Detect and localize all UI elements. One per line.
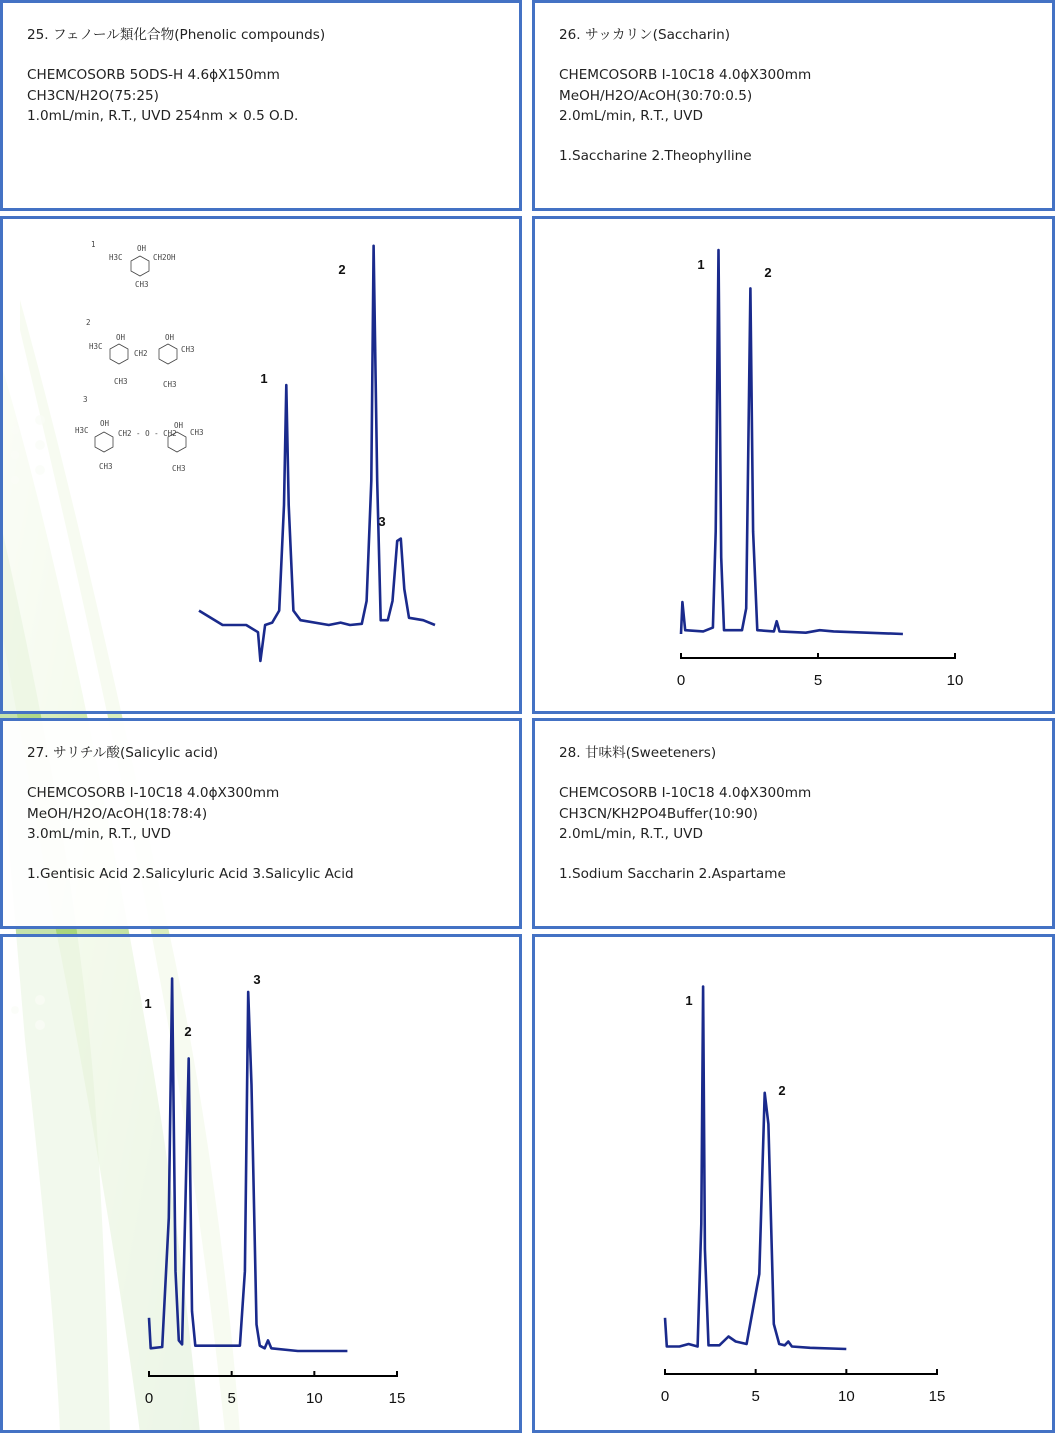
structure-1-h3c: H3C bbox=[109, 253, 123, 262]
peak-label-2: 2 bbox=[778, 1083, 786, 1098]
panel-26-title: 26. サッカリン(Saccharin) bbox=[559, 27, 731, 43]
x-tick-label: 0 bbox=[660, 1388, 670, 1405]
panel-26-peaks: 1.Saccharine 2.Theophylline bbox=[559, 148, 752, 165]
structure-3-h3c: H3C bbox=[75, 426, 89, 435]
x-tick-label: 10 bbox=[305, 1390, 323, 1407]
panel-25-title: 25. フェノール類化合物(Phenolic compounds) bbox=[27, 27, 326, 43]
panel-26-column: CHEMCOSORB I-10C18 4.0ϕX300mm bbox=[559, 67, 812, 84]
panel-27-title: 27. サリチル酸(Salicylic acid) bbox=[27, 745, 219, 761]
chromatogram-25-svg bbox=[3, 219, 519, 711]
structure-2-ch3-b: CH3 bbox=[163, 380, 177, 389]
panel-28-chromatogram bbox=[532, 934, 1055, 1433]
peak-label-2: 2 bbox=[184, 1024, 192, 1039]
structure-2-h3c: H3C bbox=[89, 342, 103, 351]
structure-3-ch3-b: CH3 bbox=[172, 464, 186, 473]
structure-3-ch3-a: CH3 bbox=[99, 462, 113, 471]
chromatogram-26-plot bbox=[677, 250, 964, 689]
chromatogram-25-plot bbox=[199, 246, 435, 661]
panel-28-conditions-text: 2.0mL/min, R.T., UVD bbox=[559, 825, 703, 842]
panel-25-chromatogram bbox=[0, 216, 522, 714]
structures-backdrop bbox=[78, 231, 218, 489]
peak-label-1: 1 bbox=[144, 996, 152, 1011]
structure-2-ch3-a: CH3 bbox=[114, 377, 128, 386]
peak-label-3: 3 bbox=[378, 514, 386, 529]
x-tick-label: 5 bbox=[813, 672, 823, 689]
structure-2-oh-b: OH bbox=[165, 333, 175, 342]
structure-3-number: 3 bbox=[83, 395, 88, 404]
structure-1-oh: OH bbox=[137, 244, 147, 253]
chromatogram-28-plot bbox=[661, 987, 946, 1406]
chromatogram-27-svg bbox=[3, 937, 519, 1430]
x-tick-label: 10 bbox=[946, 672, 964, 689]
panel-28-conditions bbox=[532, 718, 1055, 929]
panel-27-conditions bbox=[0, 718, 522, 929]
panel-27-peaks: 1.Gentisic Acid 2.Salicyluric Acid 3.Salicylic Acid bbox=[27, 866, 354, 883]
chromatogram-28-svg bbox=[535, 937, 1052, 1430]
panel-27-conditions-text: 3.0mL/min, R.T., UVD bbox=[27, 825, 171, 842]
structure-3-oh-a: OH bbox=[100, 419, 110, 428]
chromatogram-trace bbox=[149, 979, 347, 1351]
structure-3-ch3-right: CH3 bbox=[190, 428, 204, 437]
panel-28-title: 28. 甘味料(Sweeteners) bbox=[559, 745, 717, 761]
x-tick-label: 0 bbox=[676, 672, 686, 689]
chromatogram-27-plot bbox=[144, 972, 405, 1407]
panel-25-mobile-phase: CH3CN/H2O(75:25) bbox=[27, 87, 159, 104]
chromatogram-trace bbox=[681, 250, 903, 634]
panel-28-peaks: 1.Sodium Saccharin 2.Aspartame bbox=[559, 866, 786, 883]
panel-26-chromatogram bbox=[532, 216, 1055, 714]
x-tick-label: 15 bbox=[388, 1390, 406, 1407]
panel-28-column: CHEMCOSORB I-10C18 4.0ϕX300mm bbox=[559, 785, 812, 802]
panel-27-chromatogram bbox=[0, 934, 522, 1433]
panel-27-mobile-phase: MeOH/H2O/AcOH(18:78:4) bbox=[27, 805, 208, 822]
x-tick-label: 15 bbox=[928, 1388, 946, 1405]
structure-2-ch2: CH2 bbox=[134, 349, 148, 358]
peak-label-1: 1 bbox=[685, 993, 693, 1008]
structure-1-number: 1 bbox=[91, 240, 96, 249]
panel-28-mobile-phase: CH3CN/KH2PO4Buffer(10:90) bbox=[559, 805, 758, 822]
chromatogram-trace bbox=[665, 987, 846, 1350]
peak-label-2: 2 bbox=[764, 265, 772, 280]
x-tick-label: 5 bbox=[227, 1390, 236, 1407]
panel-25-conditions bbox=[0, 0, 522, 211]
structure-2-number: 2 bbox=[86, 318, 91, 327]
panel-25-conditions-text: 1.0mL/min, R.T., UVD 254nm × 0.5 O.D. bbox=[27, 107, 299, 124]
peak-label-1: 1 bbox=[697, 257, 705, 272]
x-tick-label: 10 bbox=[837, 1388, 855, 1405]
panel-25-column: CHEMCOSORB 5ODS-H 4.6ϕX150mm bbox=[27, 67, 280, 84]
structure-2-ch3-right: CH3 bbox=[181, 345, 195, 354]
panel-26-conditions bbox=[532, 0, 1055, 211]
structure-3-bridge: CH2 - O - CH2 bbox=[118, 429, 177, 438]
peak-label-3: 3 bbox=[253, 972, 261, 987]
chemical-structures bbox=[75, 231, 218, 489]
structure-1-ch3: CH3 bbox=[135, 280, 149, 289]
peak-label-2: 2 bbox=[338, 262, 346, 277]
x-tick-label: 0 bbox=[144, 1390, 154, 1407]
panel-26-conditions-text: 2.0mL/min, R.T., UVD bbox=[559, 107, 703, 124]
structure-3-oh-b: OH bbox=[174, 421, 184, 430]
x-tick-label: 5 bbox=[751, 1388, 760, 1405]
panel-26-mobile-phase: MeOH/H2O/AcOH(30:70:0.5) bbox=[559, 87, 753, 104]
structure-2-oh-a: OH bbox=[116, 333, 126, 342]
peak-label-1: 1 bbox=[260, 371, 268, 386]
chromatogram-26-svg bbox=[535, 219, 1052, 711]
panel-27-column: CHEMCOSORB I-10C18 4.0ϕX300mm bbox=[27, 785, 280, 802]
chromatogram-trace bbox=[199, 246, 435, 661]
structure-1-ch2oh: CH2OH bbox=[153, 253, 176, 262]
